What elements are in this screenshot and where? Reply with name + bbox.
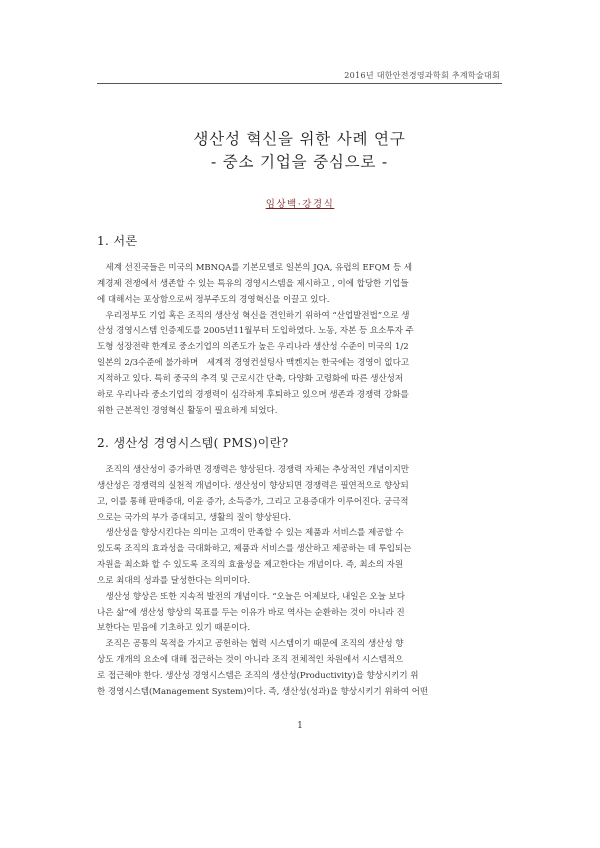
section-heading-pms: 2. 생산성 경영시스템( PMS)이란? bbox=[97, 436, 289, 450]
page-number: 1 bbox=[297, 721, 303, 731]
text-line: 지적하고 있다. 특히 중국의 추격 및 근로시간 단축, 다양화 고령화에 따른 생산성저 bbox=[97, 373, 404, 384]
text-line: 일본의 2/3수준에 불가하며 세계적 경영컨설팅사 맥켄지는 한국에는 경영이 없다고 bbox=[97, 358, 410, 369]
paragraph bbox=[97, 261, 503, 309]
text-line: 우리정부도 기업 혹은 조직의 생산성 혁신을 견인하기 위하여 “산업발전법”으로 생 bbox=[97, 310, 410, 321]
text-line: 위한 근본적인 경영혁신 활동이 필요하게 되었다. bbox=[97, 405, 278, 416]
text-line: 생산성을 향상시킨다는 의미는 고객이 만족할 수 있는 제품과 서비스를 제공할 수 bbox=[97, 528, 404, 539]
text-line: 나은 삶”에 생산성 향상의 목표를 두는 이유가 바로 역사는 순환하는 것이 아니라 진 bbox=[97, 607, 405, 618]
header-rule bbox=[97, 83, 502, 84]
text-line: 고, 이를 통해 판매증대, 이윤 증가, 소득증가, 그리고 고용증대가 이루어진다. 궁극적 bbox=[97, 496, 409, 507]
conference-header: 2016년 대한안전경영과학회 추계학술대회 bbox=[344, 71, 500, 80]
text-line: 상도 개개의 요소에 대해 접근하는 것이 아니라 조직 전체적인 차원에서 시스템적으 bbox=[97, 655, 404, 666]
paragraph bbox=[97, 463, 503, 526]
text-line: 생산성 향상은 또한 지속적 발전의 개념이다. “오늘은 어제보다, 내일은 오늘 보다 bbox=[97, 591, 406, 602]
text-line: 계경제 전쟁에서 생존할 수 있는 특유의 경영시스템을 제시하고 , 이에 합당한 기업들 bbox=[97, 278, 409, 289]
title-block bbox=[97, 128, 502, 174]
text-line: 보한다는 믿음에 기초하고 있기 때문이다. bbox=[97, 623, 251, 634]
paragraph bbox=[97, 526, 503, 589]
section-heading-introduction: 1. 서론 bbox=[97, 234, 138, 248]
paper-title: 생산성 혁신을 위한 사례 연구 bbox=[193, 130, 406, 148]
text-line: 한 경영시스템(Management System)이다. 즉, 생산성(성과)을 향상시키기 위하여 어떤 bbox=[97, 686, 429, 697]
paragraph bbox=[97, 590, 503, 638]
paragraph bbox=[97, 309, 503, 420]
paragraph bbox=[97, 637, 503, 700]
text-line: 있도록 조직의 효과성을 극대화하고, 제품과 서비스를 생산하고 제공하는 데 투입되는 bbox=[97, 544, 412, 555]
text-line: 조직은 공통의 목적을 가지고 공헌하는 협력 시스템이기 때문에 조직의 생산성 향 bbox=[97, 639, 404, 650]
text-line: 로 접근해야 한다. 생산성 경영시스템은 조직의 생산성(Productivity)을 향상시키기 위 bbox=[97, 670, 419, 681]
author-list: 임상백·강경식 bbox=[265, 199, 335, 210]
section-body-introduction bbox=[97, 261, 503, 419]
text-line: 에 대해서는 포상함으로써 정부주도의 경영혁신을 이끌고 있다. bbox=[97, 294, 330, 305]
text-line: 으로는 국가의 부가 증대되고, 생활의 질이 향상된다. bbox=[97, 512, 292, 523]
text-line: 으로 최대의 성과를 달성한다는 의미이다. bbox=[97, 575, 251, 586]
text-line: 세계 선진국들은 미국의 MBNQA를 기본모델로 일본의 JQA, 유럽의 EFQM 등 세 bbox=[97, 263, 413, 273]
text-line: 도형 성장전략 한계로 중소기업의 의존도가 높은 우리나라 생산성 수준이 미국의 1/2 bbox=[97, 342, 409, 353]
text-line: 산성 경영시스템 인증제도를 2005년11월부터 도입하였다. 노동, 자본 등 요소투자 주 bbox=[97, 326, 414, 337]
text-line: 자원을 최소화 할 수 있도록 조직의 효율성을 제고한다는 개념이다. 즉, 최소의 자원 bbox=[97, 560, 404, 571]
paper-subtitle: - 중소 기업을 중심으로 - bbox=[211, 153, 388, 171]
text-line: 하로 우리나라 중소기업의 경쟁력이 심각하게 후퇴하고 있으며 생존과 경쟁력 강화를 bbox=[97, 389, 409, 400]
text-line: 생산성은 경쟁력의 실천적 개념이다. 생산성이 향상되면 경쟁력은 필연적으로 향상되 bbox=[97, 480, 409, 491]
text-line: 조직의 생산성이 증가하면 경쟁력은 향상된다. 경쟁력 자체는 추상적인 개념이지만 bbox=[97, 465, 409, 475]
section-body-pms bbox=[97, 463, 503, 701]
